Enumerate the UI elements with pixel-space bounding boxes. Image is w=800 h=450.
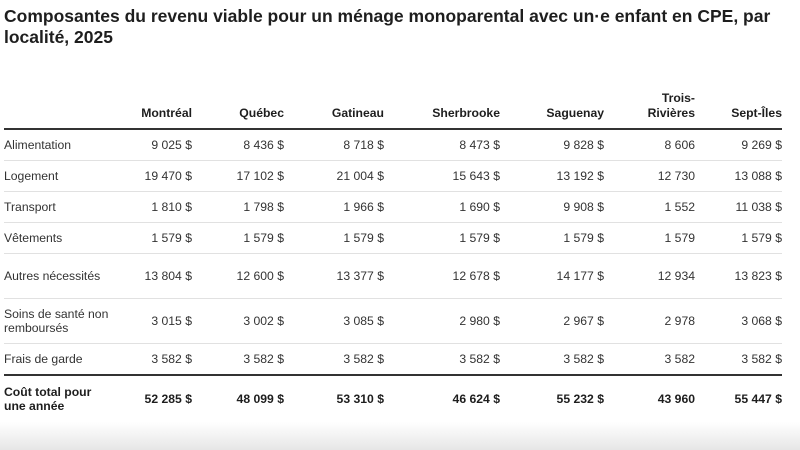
total-cell: 55 232 $: [556, 392, 604, 406]
data-table: [4, 84, 782, 422]
table-row: [4, 161, 782, 192]
table-cell: 3 582 $: [384, 344, 500, 376]
total-cell: 52 285 $: [144, 392, 192, 406]
table-cell: 13 192 $: [500, 161, 604, 192]
total-cell: 53 310 $: [336, 392, 384, 406]
table-cell: 2 980 $: [384, 299, 500, 344]
table-cell: 1 579 $: [695, 223, 782, 254]
header-row: [4, 84, 782, 129]
table-cell: 12 730: [604, 161, 695, 192]
table-cell: 12 934: [604, 254, 695, 299]
chart-title: Composantes du revenu viable pour un ménage monoparental avec un·e enfant en CPE, par localité, 2025: [4, 6, 771, 47]
total-row: [4, 375, 782, 422]
table-row: [4, 344, 782, 376]
table-cell: 14 177 $: [500, 254, 604, 299]
table-cell: 1 690 $: [384, 192, 500, 223]
table-cell: 12 600 $: [192, 254, 284, 299]
table-cell: 1 810 $: [116, 192, 192, 223]
total-cell: 48 099 $: [236, 392, 284, 406]
table-cell: 13 804 $: [116, 254, 192, 299]
table-cell: 9 908 $: [500, 192, 604, 223]
column-header: Sherbrooke: [384, 84, 500, 129]
column-header: Montréal: [116, 84, 192, 129]
table-cell: 3 068 $: [695, 299, 782, 344]
table-cell: 8 436 $: [192, 129, 284, 161]
row-label: Alimentation: [4, 129, 116, 161]
column-header: Saguenay: [500, 84, 604, 129]
table-cell: 3 582: [604, 344, 695, 376]
table-cell: 2 978: [604, 299, 695, 344]
table-cell: 3 085 $: [284, 299, 384, 344]
table-cell: 3 015 $: [116, 299, 192, 344]
row-label: Frais de garde: [4, 344, 116, 376]
total-label: Coût total pour une année: [4, 385, 92, 413]
table-cell: 1 552: [604, 192, 695, 223]
table-cell: 9 025 $: [116, 129, 192, 161]
total-cell: 43 960: [657, 392, 695, 406]
column-header: Québec: [192, 84, 284, 129]
table-cell: 17 102 $: [192, 161, 284, 192]
table-cell: 8 718 $: [284, 129, 384, 161]
table-cell: 1 579: [604, 223, 695, 254]
table-cell: 3 582 $: [695, 344, 782, 376]
table-cell: 13 823 $: [695, 254, 782, 299]
table-cell: 3 582 $: [192, 344, 284, 376]
table-cell: 8 606: [604, 129, 695, 161]
total-cell: 55 447 $: [734, 392, 782, 406]
table-cell: 12 678 $: [384, 254, 500, 299]
bottom-fade: [0, 422, 800, 450]
table-cell: 3 582 $: [500, 344, 604, 376]
header-stub: [4, 84, 116, 129]
table-cell: 1 579 $: [116, 223, 192, 254]
total-cell: 46 624 $: [452, 392, 500, 406]
table-cell: 1 966 $: [284, 192, 384, 223]
column-header: Gatineau: [284, 84, 384, 129]
table-cell: 1 579 $: [284, 223, 384, 254]
table-cell: 19 470 $: [116, 161, 192, 192]
table-cell: 13 088 $: [695, 161, 782, 192]
table-cell: 9 269 $: [695, 129, 782, 161]
table-cell: 11 038 $: [695, 192, 782, 223]
row-label: Autres nécessités: [4, 254, 116, 299]
table-cell: 8 473 $: [384, 129, 500, 161]
table-row: [4, 192, 782, 223]
table-cell: 13 377 $: [284, 254, 384, 299]
row-label: Transport: [4, 192, 116, 223]
table-cell: 21 004 $: [284, 161, 384, 192]
table-cell: 1 579 $: [500, 223, 604, 254]
table-row: [4, 129, 782, 161]
table-row: [4, 223, 782, 254]
table-cell: 3 582 $: [284, 344, 384, 376]
table-row: [4, 299, 782, 344]
row-label: Vêtements: [4, 223, 116, 254]
column-header: Trois-Rivières: [604, 84, 695, 129]
table-cell: 2 967 $: [500, 299, 604, 344]
row-label: Soins de santé non remboursés: [4, 299, 116, 344]
table-cell: 1 579 $: [192, 223, 284, 254]
table-cell: 1 798 $: [192, 192, 284, 223]
table-cell: 1 579 $: [384, 223, 500, 254]
table-cell: 3 002 $: [192, 299, 284, 344]
table-row: [4, 254, 782, 299]
table-cell: 3 582 $: [116, 344, 192, 376]
row-label: Logement: [4, 161, 116, 192]
table-cell: 9 828 $: [500, 129, 604, 161]
table-cell: 15 643 $: [384, 161, 500, 192]
column-header: Sept-Îles: [695, 84, 782, 129]
